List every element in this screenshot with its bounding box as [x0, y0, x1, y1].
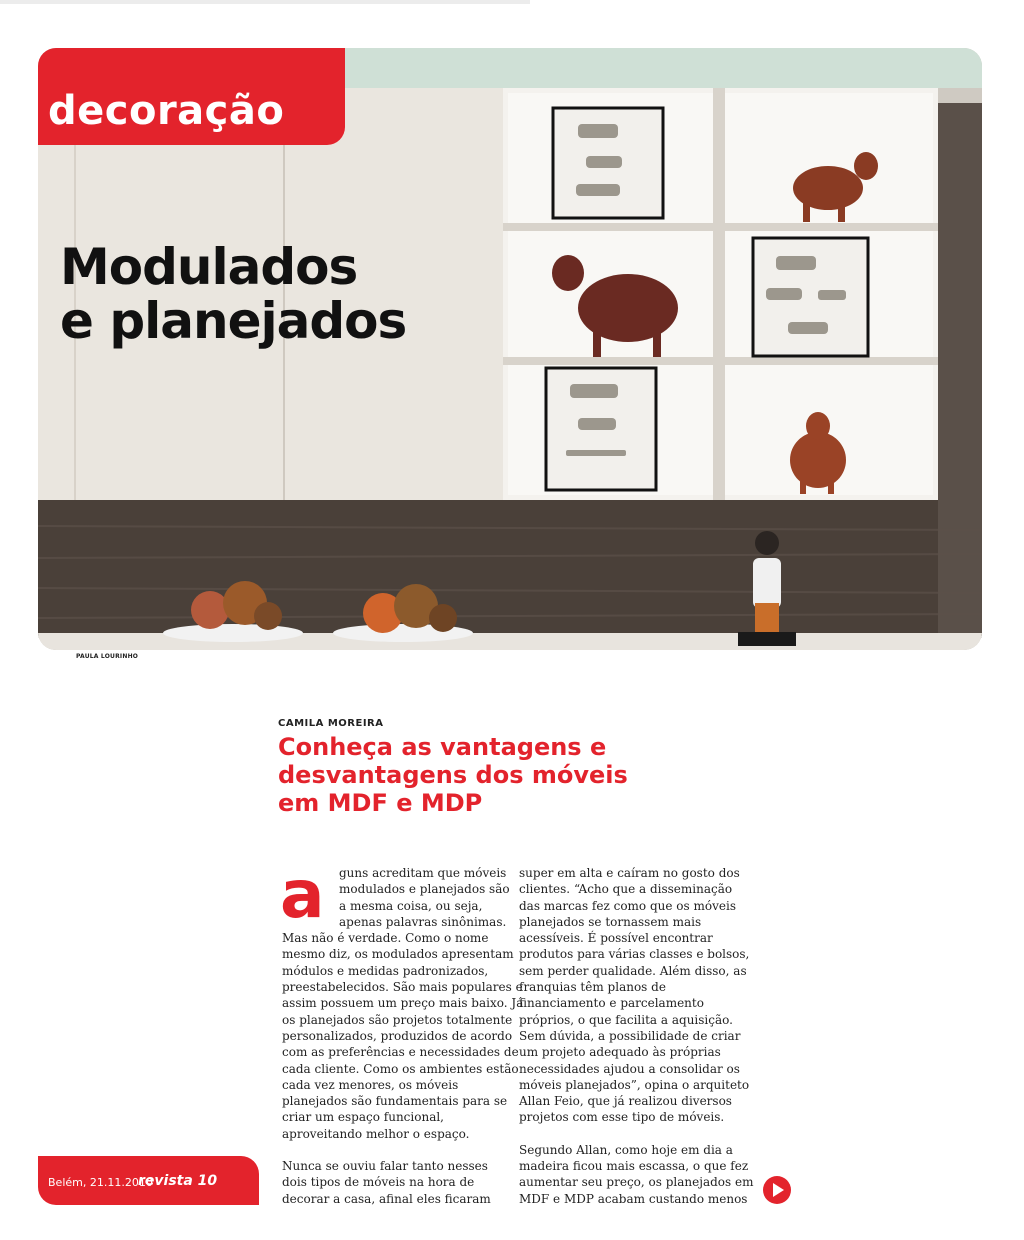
footer-tab — [38, 1156, 259, 1205]
text-line: financiamento e parcelamento — [519, 996, 704, 1011]
text-line: necessidades ajudou a consolidar os — [519, 1061, 740, 1076]
text-line: Mas não é verdade. Como o nome — [282, 931, 489, 946]
article-column-1 — [282, 865, 524, 1207]
headline-line: e planejados — [60, 292, 407, 350]
text-line: aumentar seu preço, os planejados em — [519, 1175, 754, 1190]
text-line: madeira ficou mais escassa, o que fez — [519, 1159, 749, 1174]
text-line: super em alta e caíram no gosto dos — [519, 866, 740, 880]
headline — [60, 240, 406, 348]
text-line: apenas palavras sinônimas. — [339, 914, 507, 929]
text-line: dois tipos de móveis na hora de — [282, 1175, 475, 1190]
subheadline-line: desvantagens dos móveis — [278, 761, 628, 789]
article-paragraph — [519, 865, 750, 1126]
article-paragraph — [282, 1158, 497, 1207]
text-line: clientes. “Acho que a disseminação — [519, 882, 733, 897]
section-tab — [38, 48, 345, 145]
subheadline — [278, 733, 738, 817]
article-column-2 — [519, 865, 754, 1207]
text-line: planejados são fundamentais para se — [282, 1094, 508, 1109]
text-line: cada cliente. Como os ambientes estão — [282, 1061, 519, 1076]
text-line: Allan Feio, que já realizou diversos — [519, 1094, 732, 1109]
text-line: com as preferências e necessidades de — [282, 1045, 519, 1060]
text-line: personalizados, produzidos de acordo — [282, 1028, 513, 1043]
footer-magazine: revista 10 — [138, 1173, 218, 1189]
text-line: sem perder qualidade. Além disso, as — [519, 963, 747, 978]
text-line: das marcas fez como que os móveis — [519, 898, 736, 913]
text-line: os planejados são projetos totalmente — [282, 1012, 513, 1027]
text-line: um projeto adequado às próprias — [519, 1045, 721, 1060]
footer-date: Belém, 21.11.2010 — [48, 1176, 153, 1189]
text-line: assim possuem um preço mais baixo. Já — [282, 996, 524, 1011]
section-label: decoração — [48, 88, 285, 134]
author-byline: CAMILA MOREIRA — [278, 718, 384, 729]
subheadline-line: Conheça as vantagens e — [278, 733, 607, 761]
text-line: cada vez menores, os móveis — [282, 1077, 459, 1092]
text-line: Segundo Allan, como hoje em dia a — [519, 1142, 733, 1157]
play-circle-icon[interactable] — [762, 1175, 792, 1205]
text-line: preestabelecidos. São mais populares e — [282, 980, 523, 995]
text-line: Nunca se ouviu falar tanto nesses — [282, 1159, 488, 1174]
text-line: modulados e planejados são — [339, 882, 510, 897]
text-line: MDF e MDP acabam custando menos — [519, 1191, 748, 1206]
text-line: franquias têm planos de — [519, 980, 666, 995]
headline-line: Modulados — [60, 238, 358, 296]
text-line: criar um espaço funcional, — [282, 1110, 444, 1125]
text-line: próprios, o que facilita a aquisição. — [519, 1012, 733, 1027]
text-line: a mesma coisa, ou seja, — [339, 898, 483, 913]
text-line: decorar a casa, afinal eles ficaram — [282, 1191, 491, 1206]
article-paragraph — [519, 1142, 754, 1207]
text-line: guns acreditam que móveis — [339, 866, 507, 880]
subheadline-line: em MDF e MDP — [278, 789, 483, 817]
text-line: acessíveis. É possível encontrar — [519, 931, 713, 946]
text-line: mesmo diz, os modulados apresentam — [282, 947, 514, 962]
text-line: planejados se tornassem mais — [519, 914, 702, 929]
text-line: projetos com esse tipo de móveis. — [519, 1110, 725, 1125]
drop-cap: a — [280, 856, 325, 933]
text-line: módulos e medidas padronizados, — [282, 963, 489, 978]
text-line: produtos para várias classes e bolsos, — [519, 947, 750, 962]
text-line: aproveitando melhor o espaço. — [282, 1126, 470, 1141]
top-rule — [0, 0, 530, 4]
photo-credit: PAULA LOURINHO — [76, 653, 139, 660]
article-paragraph — [282, 865, 524, 1142]
text-line: Sem dúvida, a possibilidade de criar — [519, 1028, 741, 1043]
text-line: móveis planejados”, opina o arquiteto — [519, 1077, 750, 1092]
